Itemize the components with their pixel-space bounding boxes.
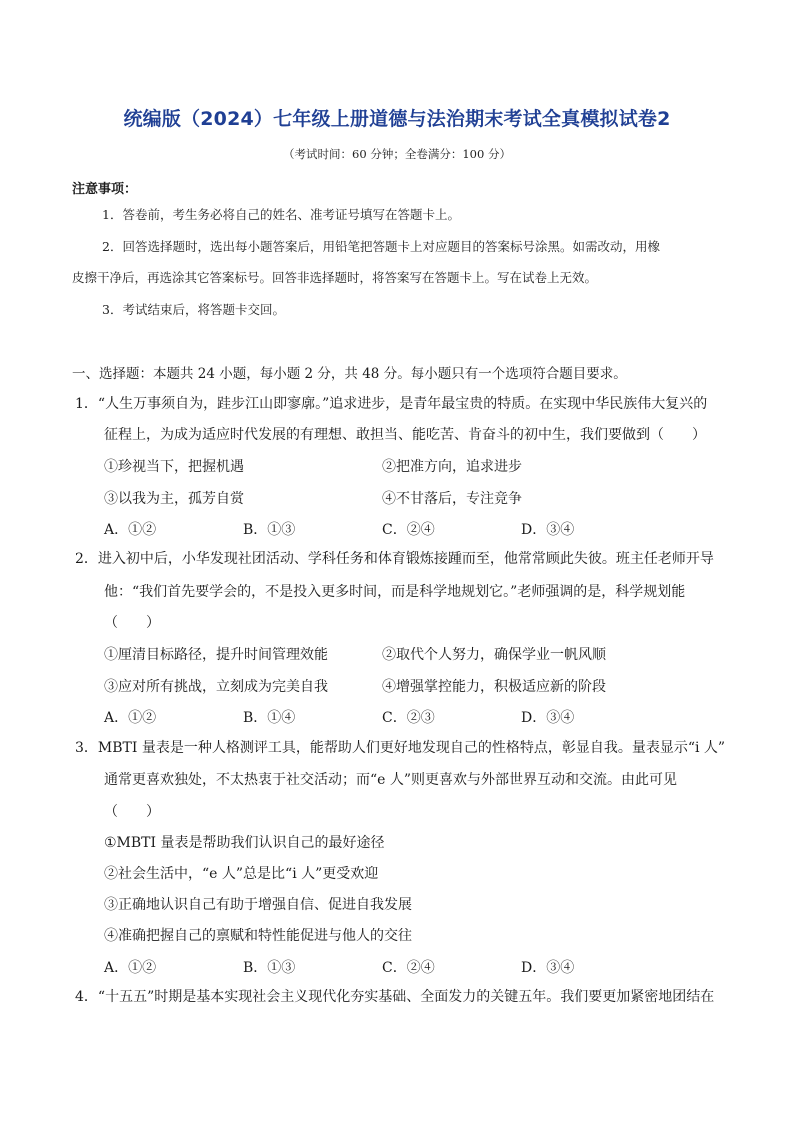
question-1-option-b: B．①③ [243,522,296,538]
note-item-3 [72,294,722,325]
note-item-1-text: 1．答卷前，考生务必将自己的姓名、准考证号填写在答题卡上。 [102,207,460,222]
question-3-line1: 3．MBTI 量表是一种人格测评工具，能帮助人们更好地发现自己的性格特点，彰显自我。量表显示“i 人” [75,740,726,756]
question-3-statement-3: ③正确地认识自己有助于增强自信、促进自我发展 [104,897,412,913]
question-3-option-c: C．②④ [382,960,435,976]
question-3-statement-1: ①MBTI 量表是帮助我们认识自己的最好途径 [104,835,385,851]
question-2-line1: 2．进入初中后，小华发现社团活动、学科任务和体育锻炼接踵而至，他常常顾此失彼。班主任老师开导 [75,551,714,567]
question-2-option-c: C．②③ [382,710,435,726]
question-1-option-d: D．③④ [521,522,575,538]
note-item-1 [72,199,722,230]
question-1-line1: 1．“人生万事须自为，跬步江山即寥廓。”追求进步，是青年最宝贵的特质。在实现中华民族伟大复兴的 [75,396,708,412]
question-1-statement-3: ③以我为主，孤芳自赏 [104,491,244,507]
note-item-2 [72,231,722,293]
question-3-statement-4: ④准确把握自己的禀赋和特性能促进与他人的交往 [104,928,412,944]
question-1-statement-1: ①珍视当下，把握机遇 [104,459,244,475]
question-3-statement-2: ②社会生活中，“e 人”总是比“i 人”更受欢迎 [104,866,379,882]
question-1-option-a: A．①② [104,522,157,538]
question-2-statement-4: ④增强掌控能力，积极适应新的阶段 [382,679,606,695]
exam-info: （考试时间：60 分钟；全卷满分：100 分） [283,147,511,161]
question-4-line1: 4．“十五五”时期是基本实现社会主义现代化夯实基础、全面发力的关键五年。我们要更加紧密地团结在 [75,989,715,1005]
question-2-option-b: B．①④ [243,710,296,726]
question-1-option-c: C．②④ [382,522,435,538]
notes-heading: 注意事项： [72,182,138,197]
question-1-statement-2: ②把准方向，追求进步 [382,459,522,475]
question-1-statement-4: ④不甘落后，专注竞争 [382,491,522,507]
note-item-2-line1: 2．回答选择题时，选出每小题答案后，用铅笔把答题卡上对应题目的答案标号涂黑。如需改动，用橡 [102,239,660,254]
question-2-statement-1: ①厘清目标路径，提升时间管理效能 [104,647,328,663]
question-3-line3: （ ） [104,804,160,820]
question-2-option-a: A．①② [104,710,157,726]
question-2-statement-2: ②取代个人努力，确保学业一帆风顺 [382,647,606,663]
question-2-statement-3: ③应对所有挑战，立刻成为完美自我 [104,679,328,695]
note-item-2-line2: 皮擦干净后，再选涂其它答案标号。回答非选择题时，将答案写在答题卡上。写在试卷上无效。 [72,270,598,285]
question-3-option-a: A．①② [104,960,157,976]
question-2-line3: （ ） [104,615,160,631]
section-heading: 一、选择题：本题共 24 小题，每小题 2 分，共 48 分。每小题只有一个选项符合题目要求。 [72,366,627,382]
question-2-line2: 他：“我们首先要学会的，不是投入更多时间，而是科学地规划它。”老师强调的是，科学规划能 [104,584,686,600]
page-title: 统编版（2024）七年级上册道德与法治期末考试全真模拟试卷2 [123,108,671,130]
question-3-option-b: B．①③ [243,960,296,976]
question-3-line2: 通常更喜欢独处，不太热衷于社交活动；而“e 人”则更喜欢与外部世界互动和交流。由此可见 [104,772,678,788]
question-1-line2: 征程上，为成为适应时代发展的有理想、敢担当、能吃苦、肯奋斗的初中生，我们要做到（ ） [104,427,706,443]
note-item-3-text: 3．考试结束后，将答题卡交回。 [102,302,285,317]
question-3-option-d: D．③④ [521,960,575,976]
question-2-option-d: D．③④ [521,710,575,726]
